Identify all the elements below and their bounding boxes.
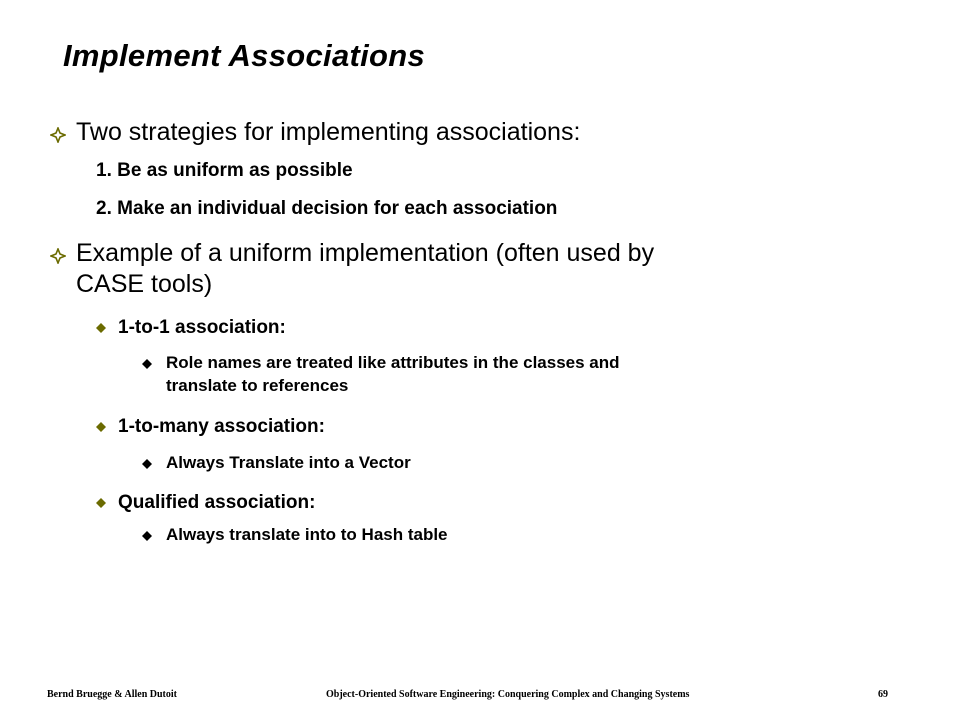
bullet-text-line2: CASE tools): [76, 270, 213, 298]
strategy-item-2: 2. Make an individual decision for each association: [96, 198, 558, 219]
star-bullet-icon: [50, 248, 66, 264]
diamond-bullet-icon: [96, 498, 106, 508]
star-bullet-icon: [50, 127, 66, 143]
diamond-bullet-icon: [142, 531, 152, 541]
detail-text-line2: translate to references: [166, 376, 349, 395]
diamond-bullet-icon: [142, 359, 152, 369]
footer-authors: Bernd Bruegge & Allen Dutoit: [47, 689, 177, 700]
detail-text: Always translate into to Hash table: [166, 525, 448, 544]
diamond-bullet-icon: [142, 459, 152, 469]
diamond-bullet-icon: [96, 422, 106, 432]
bullet-text: Two strategies for implementing associations:: [76, 118, 581, 146]
subbullet-text: 1-to-many association:: [118, 416, 325, 437]
slide-title: Implement Associations: [63, 38, 426, 73]
diamond-bullet-icon: [96, 323, 106, 333]
subbullet-text: 1-to-1 association:: [118, 317, 286, 338]
subbullet-text: Qualified association:: [118, 492, 316, 513]
bullet-text-line1: Example of a uniform implementation (often used by: [76, 239, 655, 267]
detail-text: Always Translate into a Vector: [166, 453, 411, 472]
detail-text-line1: Role names are treated like attributes in the classes and: [166, 353, 620, 372]
footer-page-number: 69: [878, 689, 888, 700]
strategy-item-1: 1. Be as uniform as possible: [96, 160, 353, 181]
footer-book-title: Object-Oriented Software Engineering: Conquering Complex and Changing Systems: [326, 689, 690, 700]
